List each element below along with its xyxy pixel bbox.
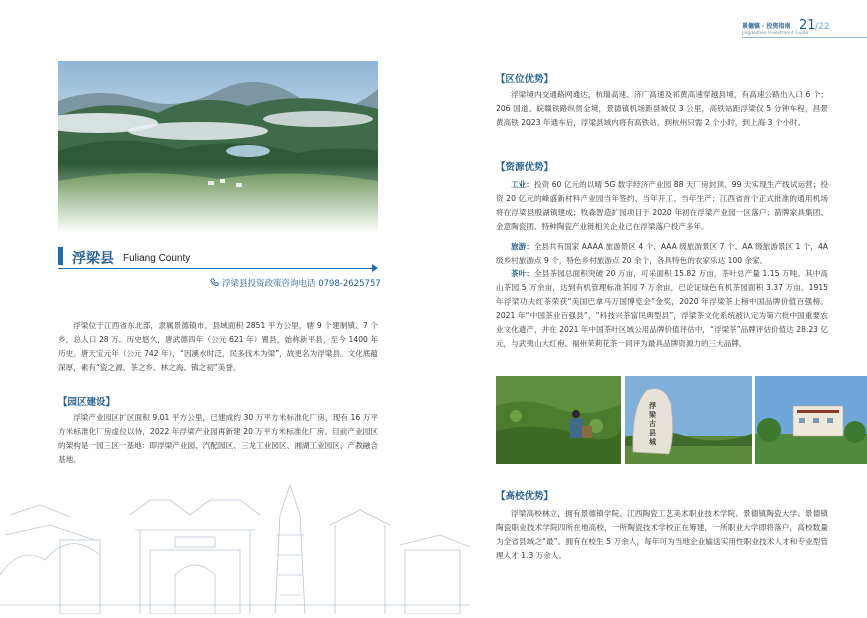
- tea-label: 茶叶：: [511, 269, 535, 278]
- tea-text: 全县茶园总面积突破 20 万亩，可采面积 15.82 万亩，茶叶总产量 1.15 万吨。其中高山茶园 5 万余亩，达到有机管理标准茶园 7 万余亩，已论证绿色有机茶园面积 3.37 万亩。1915 年浮梁功夫红茶荣获“美国巴拿马万国博览会”金奖，2020 年浮梁茶上榜中国品牌价值百强榜。2021 年“中国茶业百强县”，“科技兴茶富民典型县”，浮梁茶文化系统被认定为第六批中国重要农业文化遗产，并在 2021 年中国茶叶区域公用品牌价值评估中，“浮梁茶”品牌评估价值达 28.23 亿元，与武夷山大红袍、福州茉莉花茶一同评为最具品牌资源力的三大品牌。: [496, 269, 829, 348]
- industry-label: 工业：: [511, 180, 534, 189]
- tea-paragraph: [496, 267, 828, 351]
- intro-text: 浮梁位于江西省东北部，隶属景德镇市，县域面积 2851 平方公里，辖 9 个建制镇、7 个乡，总人口 28 万。历史悠久，唐武德四年（公元 621 年）置县，始称新平县，至今 1400 年历史。唐天宝元年（公元 742 年），“因溪水时泛，民多伐木为梁”，故更名为浮梁县。文化底蕴深厚，素有“瓷之源、茶之乡、林之海、镇之初”美誉。: [58, 321, 378, 372]
- title-accent-bar: [58, 247, 63, 265]
- county-title-en: Fuliang County: [123, 253, 191, 264]
- mountain-landscape-photo: [58, 61, 378, 233]
- consult-phone: [210, 277, 381, 289]
- county-title: 浮梁县: [72, 251, 114, 267]
- monument-inscription: 浮梁古县城: [649, 402, 656, 446]
- stone-monument-photo: [625, 376, 752, 464]
- industry-text: 投资 60 亿元的以晴 5G 数字经济产业园 88 天厂房封顶、99 天实现生产线试运营；投资 20 亿元的峰盛新材料产业园当年签约、当年开工、当年生产；江西省首个正式批准的通用机场将在浮梁县殷湖镇建成；牧森智造扩园项目于 2020 年初在浮梁产业园一区落户；箭牌家具集团、金意陶瓷团、特种陶瓷产业链相关企业已在浮梁落户投产多年。: [496, 180, 828, 231]
- title-underline: [58, 268, 373, 269]
- page-next: /22: [815, 22, 830, 32]
- phone-icon: [210, 278, 219, 287]
- campus-building-photo: [755, 376, 867, 464]
- tourism-text: 全县共有国家 AAAA 旅游景区 4 个、AAA 级旅游景区 7 个、AA 级旅游景区 1 个，4A 级乡村旅游点 9 个，特色乡村旅游点 20 余个，各具特色的农家乐达 100 余家。: [496, 242, 828, 265]
- tea-picking-photo: [496, 376, 621, 464]
- industry-paragraph: [496, 178, 828, 234]
- tourism-paragraph: [496, 240, 828, 268]
- consult-phone-text: 浮梁县投资政策咨询电话 0798-2625757: [222, 279, 381, 289]
- guide-brand-en: Jingdezhen Investment Guide: [742, 31, 809, 36]
- location-text: 浮梁境内交通路网通达，杭瑞高速、济广高速及祁黄高速穿越县境，有高速公路出入口 6 个；206 国道、皖赣铁路纵贯全境，景德镇机场距县城仅 3 公里，高铁站距浮梁仅 5 分钟车程，昌景黄高铁 2023 年通车后，浮梁县域内将有高铁站，到杭州只需 2 个小时，到上海 3 个小时。: [496, 90, 828, 127]
- guide-brand: 景德镇 · 投资指南: [742, 23, 791, 30]
- header-divider: [742, 37, 867, 38]
- park-heading: 【园区建设】: [58, 397, 116, 408]
- page-number: 21: [799, 18, 816, 33]
- colleges-text: 浮梁高校林立，拥有景德镇学院、江西陶瓷工艺美术职业技术学院、景德镇陶瓷大学、景德镇陶瓷职业技术学院四所在地高校，一所陶瓷技术学校正在筹建，一所职业大学即将落户，高校数量为全省县域之“最”。拥有在校生 5 万余人，每年可为当地企业输送实用性职业技术人才和专业型管理人才 1.3 万余人。: [496, 509, 828, 560]
- park-text: 浮梁产业园区扩区面积 9.01 平方公里，已建成约 30 万平方米标准化厂房，现有 16 万平方米标准化厂房虚位以待，2022 年浮梁产业园再新建 20 万平方米标准化厂房。目前产业园区的架构是一园三区一基地：即浮梁产业园、汽配园区、三龙工业园区、湘湖工业园区、产教融合基地。: [58, 413, 378, 464]
- tourism-label: 旅游：: [511, 242, 534, 251]
- location-heading: 【区位优势】: [496, 74, 554, 85]
- page-next-number: 22: [818, 22, 830, 32]
- ancient-gate-line-art: [0, 455, 470, 614]
- colleges-heading: 【高校优势】: [496, 491, 554, 502]
- title-arrow: [372, 264, 378, 272]
- resources-heading: 【资源优势】: [496, 162, 554, 173]
